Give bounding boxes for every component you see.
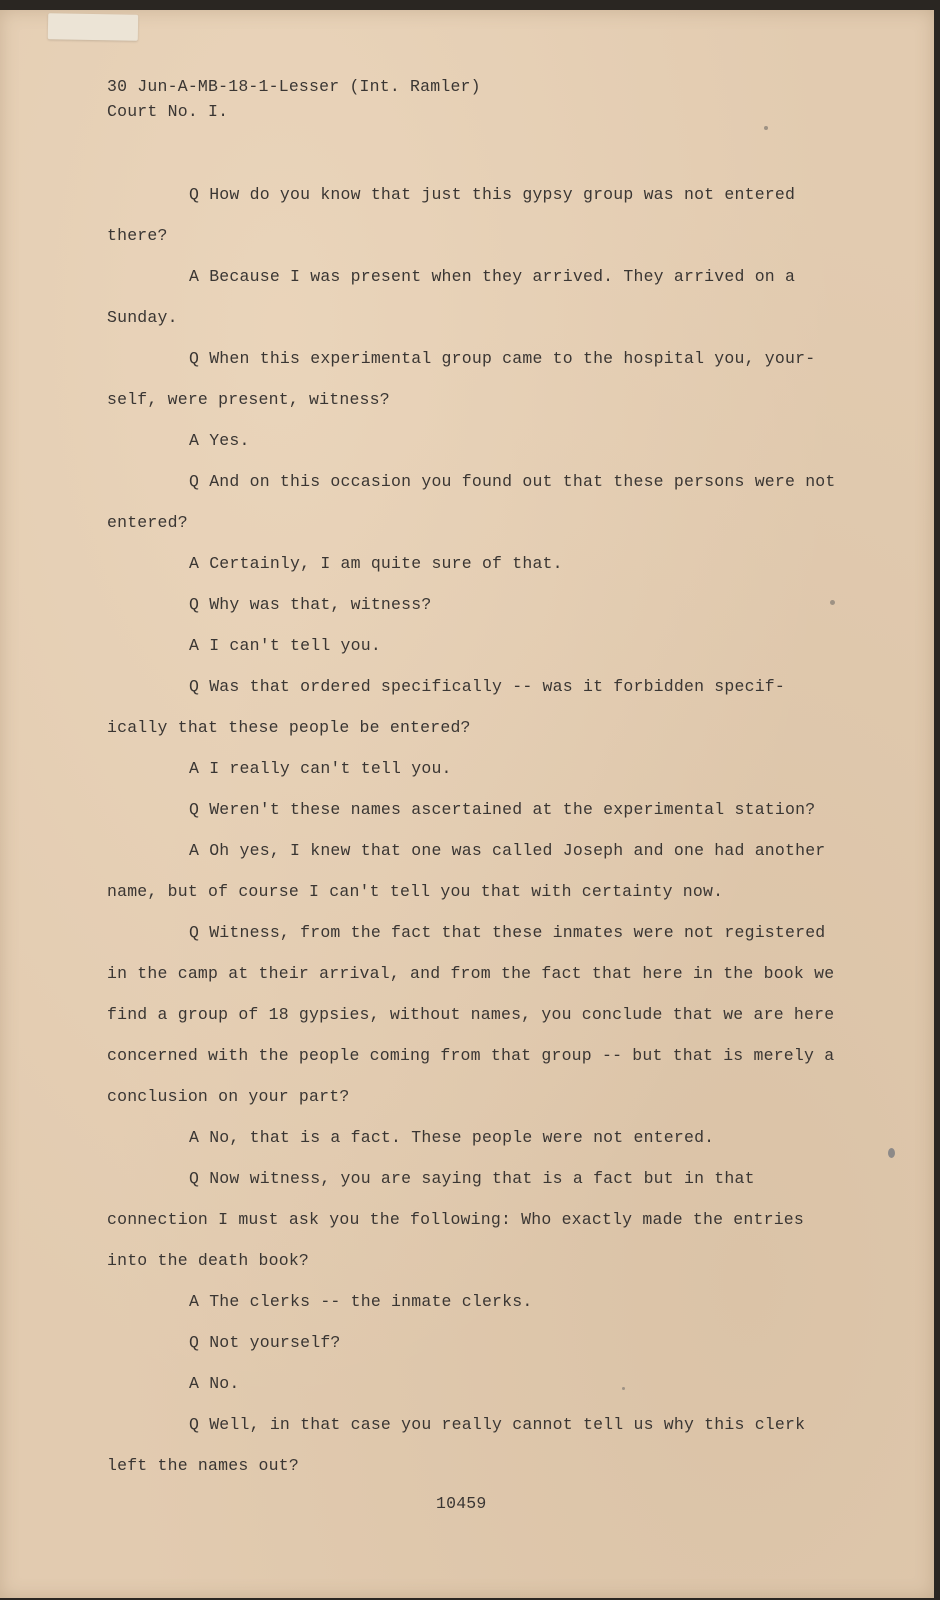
transcript-paragraph: Q When this experimental group came to the hospital you, your- self, were present, witness? (107, 349, 816, 409)
transcript-paragraph: A I really can't tell you. (189, 759, 452, 778)
transcript-paragraph: A Oh yes, I knew that one was called Joseph and one had another name, but of course I can't tell you that with certainty now. (107, 841, 826, 901)
transcript-paragraph: Q How do you know that just this gypsy group was not entered there? (107, 185, 796, 245)
document-reference: 30 Jun-A-MB-18-1-Lesser (Int. Ramler) (107, 77, 481, 96)
transcript-paragraph: A The clerks -- the inmate clerks. (189, 1292, 533, 1311)
transcript-paragraph: Q Not yourself? (189, 1333, 341, 1352)
page-number: 10459 (436, 1494, 487, 1513)
transcript (0, 10, 934, 1598)
court-number: Court No. I. (107, 102, 229, 121)
transcript-paragraph: Q Weren't these names ascertained at the experimental station? (189, 800, 816, 819)
transcript-paragraph: Q Was that ordered specifically -- was it forbidden specif- ically that these people be entered? (107, 677, 785, 737)
document-page (0, 10, 934, 1598)
transcript-paragraph: Q Witness, from the fact that these inmates were not registered in the camp at their arrival, and from the fact that here in the book we find a group of 18 gypsies, without names, you conclude that we are here concerned with the people coming from that group -- but that is merely a conclusion on your part? (107, 923, 835, 1106)
transcript-paragraph: Q Now witness, you are saying that is a fact but in that connection I must ask you the following: Who exactly made the entries into the death book? (107, 1169, 805, 1270)
transcript-paragraph: A I can't tell you. (189, 636, 381, 655)
transcript-paragraph: Q Why was that, witness? (189, 595, 432, 614)
transcript-paragraph: Q Well, in that case you really cannot tell us why this clerk left the names out? (107, 1415, 806, 1475)
transcript-paragraph: A Yes. (189, 431, 250, 450)
transcript-paragraph: A Certainly, I am quite sure of that. (189, 554, 563, 573)
transcript-paragraph: A Because I was present when they arrived. They arrived on a Sunday. (107, 267, 796, 327)
transcript-paragraph: Q And on this occasion you found out that these persons were not entered? (107, 472, 836, 532)
transcript-paragraph: A No, that is a fact. These people were not entered. (189, 1128, 715, 1147)
transcript-paragraph: A No. (189, 1374, 240, 1393)
